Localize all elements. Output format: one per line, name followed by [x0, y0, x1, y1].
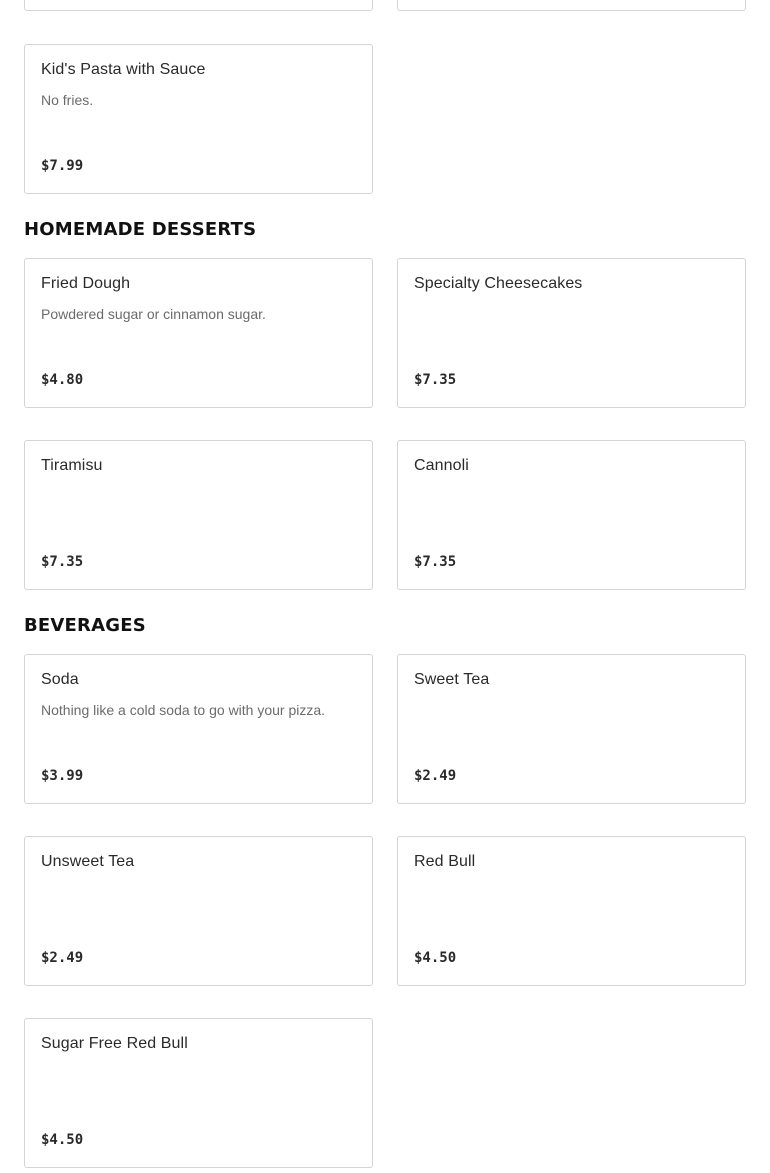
- menu-item-card[interactable]: [397, 440, 746, 590]
- menu-item-price: $7.35: [414, 372, 457, 388]
- menu-item-name: Sweet Tea: [414, 671, 490, 688]
- menu-item-card[interactable]: [24, 440, 373, 590]
- menu-item-card[interactable]: [24, 1018, 373, 1168]
- menu-item-card-partial[interactable]: [24, 0, 373, 11]
- menu-item-name: Unsweet Tea: [41, 853, 135, 870]
- menu-item-card[interactable]: [24, 836, 373, 986]
- menu-item-name: Red Bull: [414, 853, 476, 870]
- menu-item-card[interactable]: [397, 654, 746, 804]
- menu-item-name: Tiramisu: [41, 457, 103, 474]
- menu-item-name: Sugar Free Red Bull: [41, 1035, 188, 1052]
- menu-item-name: Cannoli: [414, 457, 469, 474]
- menu-item-name: Soda: [41, 671, 79, 688]
- menu-item-card-partial[interactable]: [397, 0, 746, 11]
- menu-item-name: Fried Dough: [41, 275, 131, 292]
- menu-item-description: Powdered sugar or cinnamon sugar.: [41, 306, 266, 322]
- menu-item-name: Kid's Pasta with Sauce: [41, 61, 206, 78]
- menu-item-price: $7.35: [414, 554, 457, 570]
- menu-item-description: Nothing like a cold soda to go with your pizza.: [41, 702, 326, 718]
- menu-item-card[interactable]: [24, 258, 373, 408]
- menu-item-price: $4.80: [41, 372, 84, 388]
- menu-item-description: No fries.: [41, 92, 94, 108]
- menu-item-price: $2.49: [414, 768, 457, 784]
- menu-item-price: $4.50: [41, 1132, 84, 1148]
- menu-item-price: $4.50: [414, 950, 457, 966]
- menu-item-price: $7.35: [41, 554, 84, 570]
- section-title-desserts: HOMEMADE DESSERTS: [24, 219, 257, 240]
- menu-item-price: $7.99: [41, 158, 84, 174]
- menu-item-price: $3.99: [41, 768, 84, 784]
- menu-item-card[interactable]: [397, 258, 746, 408]
- section-title-beverages: BEVERAGES: [24, 615, 146, 636]
- menu-item-card[interactable]: [24, 44, 373, 194]
- menu-item-card[interactable]: [397, 836, 746, 986]
- menu-item-price: $2.49: [41, 950, 84, 966]
- menu-item-name: Specialty Cheesecakes: [414, 275, 583, 292]
- menu-item-card[interactable]: [24, 654, 373, 804]
